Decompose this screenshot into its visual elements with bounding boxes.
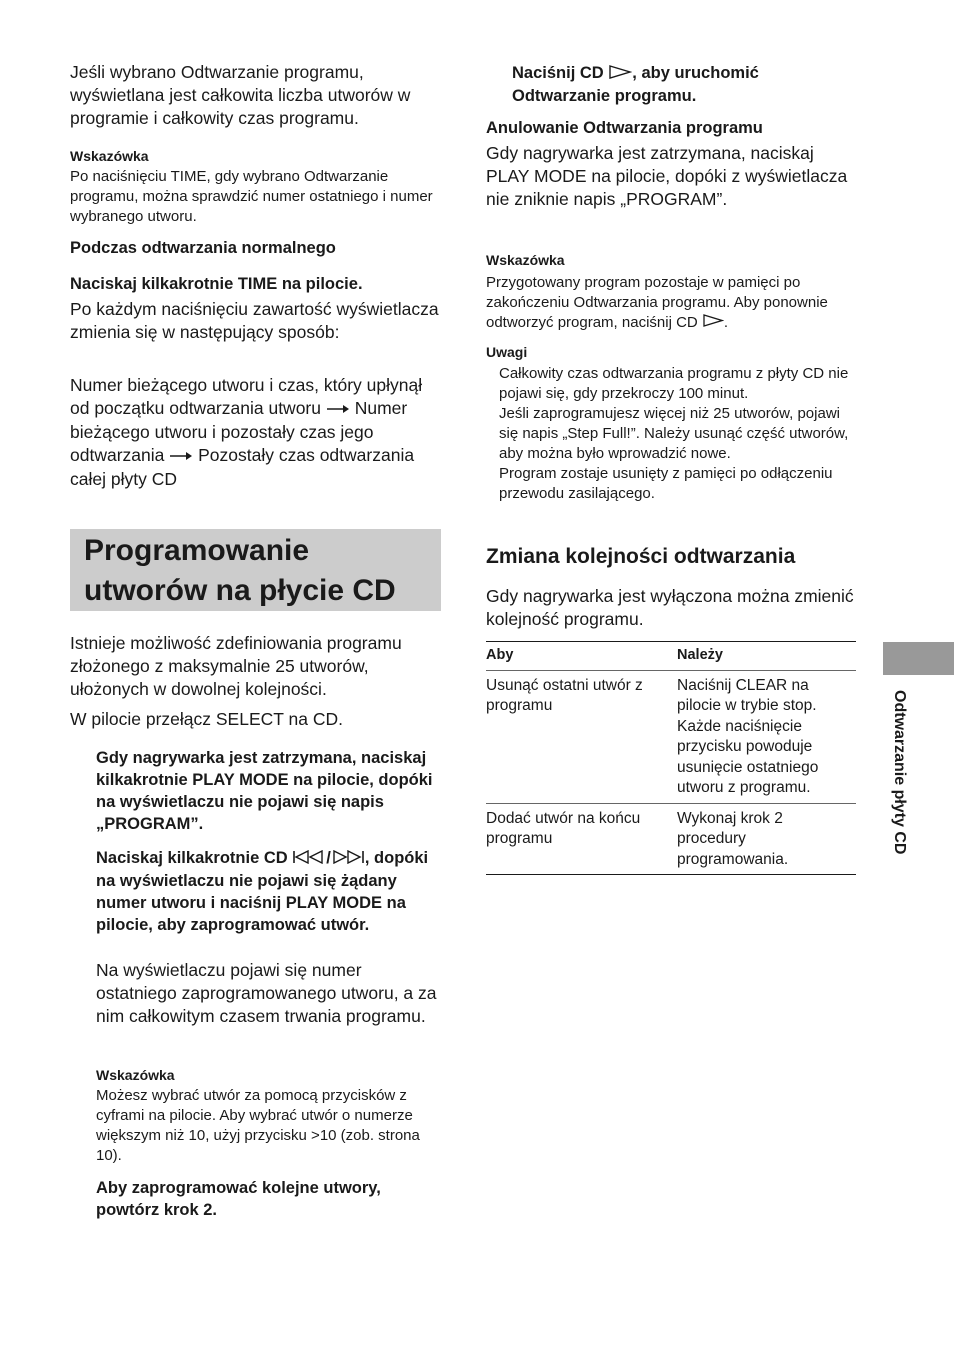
- notes-list: [499, 364, 851, 504]
- table-row: [486, 670, 856, 803]
- arrow-right-icon: [169, 445, 193, 468]
- step-2-part-2: , dopóki na wyświetlaczu nie pojawi się żądany numer utworu i naciśnij PLAY MODE na pilocie, aby zaprogramować utwór.: [96, 849, 429, 934]
- step-1: Gdy nagrywarka jest zatrzymana, naciskaj kilkakrotnie PLAY MODE na pilocie, dopóki na wyświetlaczu nie pojawi się napis „PROGRAM”.: [96, 749, 433, 833]
- tip-text: Przygotowany program pozostaje w pamięci po zakończeniu Odtwarzania programu. Aby ponownie odtworzyć program, naciśnij CD .: [486, 273, 858, 333]
- step-2-part-1: Naciskaj kilkakrotnie CD: [96, 849, 288, 867]
- step-4: [512, 62, 842, 107]
- table-cell: Wykonaj krok 2 procedury programowania.: [677, 803, 856, 875]
- notes-label: Uwagi: [486, 344, 528, 360]
- time-description: Po każdym naciśnięciu zawartość wyświetlacza zmienia się w następujący sposób:: [70, 299, 439, 342]
- subheading-normal-playback: Podczas odtwarzania normalnego: [70, 239, 336, 257]
- tip-label: Wskazówka: [70, 148, 149, 164]
- section-title-line-1: Programowanie: [84, 534, 310, 567]
- table-header: Aby: [486, 642, 677, 671]
- tip-3-text: Przygotowany program pozostaje w pamięci po zakończeniu Odtwarzania programu. Aby ponownie odtworzyć program, naciśnij CD: [486, 274, 828, 331]
- play-icon: [702, 313, 724, 333]
- play-icon: [608, 63, 632, 85]
- cancel-heading: Anulowanie Odtwarzania programu: [486, 119, 763, 137]
- prev-track-icon: [292, 848, 326, 870]
- tip-text: Możesz wybrać utwór za pomocą przycisków z cyframi na pilocie. Aby wybrać utwór o numerze większym niż 10, użyj przycisku >10 (zob. strona 10).: [96, 1087, 420, 1164]
- tip-label: Wskazówka: [96, 1067, 175, 1083]
- sequence-item-1: Numer bieżącego utworu i czas, który upłynął od początku odtwarzania utworu: [70, 375, 423, 418]
- chapter-tab: [883, 642, 954, 675]
- tip-label: Wskazówka: [486, 252, 565, 268]
- note-item: Program zostaje usunięty z pamięci po odłączeniu przewodu zasilającego.: [499, 465, 833, 502]
- intro-paragraph: Jeśli wybrano Odtwarzanie programu, wyświetlana jest całkowita liczba utworów w programie i całkowity czas programu.: [70, 62, 411, 128]
- note-item: Jeśli zaprogramujesz więcej niż 25 utworów, pojawi się napis „Step Full!”. Należy usunąć część utworów, aby można było wprowadzić nowe.: [499, 405, 849, 462]
- program-table: [486, 641, 856, 875]
- section-title: [84, 531, 396, 611]
- cancel-text: Gdy nagrywarka jest zatrzymana, naciskaj PLAY MODE na pilocie, dopóki z wyświetlacza nie zniknie napis „PROGRAM”.: [486, 143, 848, 209]
- step-3: Aby zaprogramować kolejne utwory, powtórz krok 2.: [96, 1179, 381, 1219]
- next-track-icon: [331, 848, 365, 870]
- select-note: W pilocie przełącz SELECT na CD.: [70, 709, 343, 729]
- table-header-row: [486, 642, 856, 671]
- instruction-time: Naciskaj kilkakrotnie TIME na pilocie.: [70, 275, 363, 293]
- step-2: Naciskaj kilkakrotnie CD / , dopóki na wyświetlaczu nie pojawi się żądany numer utworu i naciśnij PLAY MODE na pilocie, aby zaprogramować utwór.: [96, 849, 429, 934]
- sequence-item-3: Pozostały czas odtwarzania całej płyty CD: [70, 444, 415, 489]
- table-cell: Usunąć ostatni utwór z programu: [486, 670, 677, 803]
- sequence-item-2: Numer bieżącego utworu i pozostały czas jego odtwarzania: [70, 398, 408, 465]
- table-cell: Naciśnij CLEAR na pilocie w trybie stop. Każde naciśnięcie przycisku powoduje usunięcie ostatniego utworu z programu.: [677, 670, 856, 803]
- section-title-line-2: utworów na płycie CD: [84, 574, 396, 607]
- chapter-side-label: Odtwarzanie płyty CD: [891, 690, 908, 855]
- table-cell: Dodać utwór na końcu programu: [486, 803, 677, 875]
- section-intro: Istnieje możliwość zdefiniowania programu złożonego z maksymalnie 25 utworów, ułożonych w dowolnej kolejności.: [70, 633, 402, 699]
- step-4-part-2: , aby uruchomić Odtwarzanie programu.: [512, 64, 759, 105]
- step-2-description: Na wyświetlaczu pojawi się numer ostatniego zaprogramowanego utworu, a za nim całkowitym czasem trwania programu.: [96, 960, 437, 1026]
- arrow-right-icon: [326, 398, 350, 421]
- tip-text: Po naciśnięciu TIME, gdy wybrano Odtwarzanie programu, można sprawdzić numer ostatniego i numer wybranego utworu.: [70, 168, 433, 225]
- table-header: Należy: [677, 642, 856, 671]
- display-sequence: [70, 374, 440, 491]
- change-order-text: Gdy nagrywarka jest wyłączona można zmienić kolejność programu.: [486, 586, 854, 629]
- section-title-box: [70, 529, 441, 611]
- change-order-heading: Zmiana kolejności odtwarzania: [486, 545, 796, 568]
- step-4-part-1: Naciśnij CD: [512, 64, 604, 82]
- table-row: [486, 803, 856, 875]
- note-item: Całkowity czas odtwarzania programu z płyty CD nie pojawi się, gdy przekroczy 100 minut.: [499, 365, 849, 402]
